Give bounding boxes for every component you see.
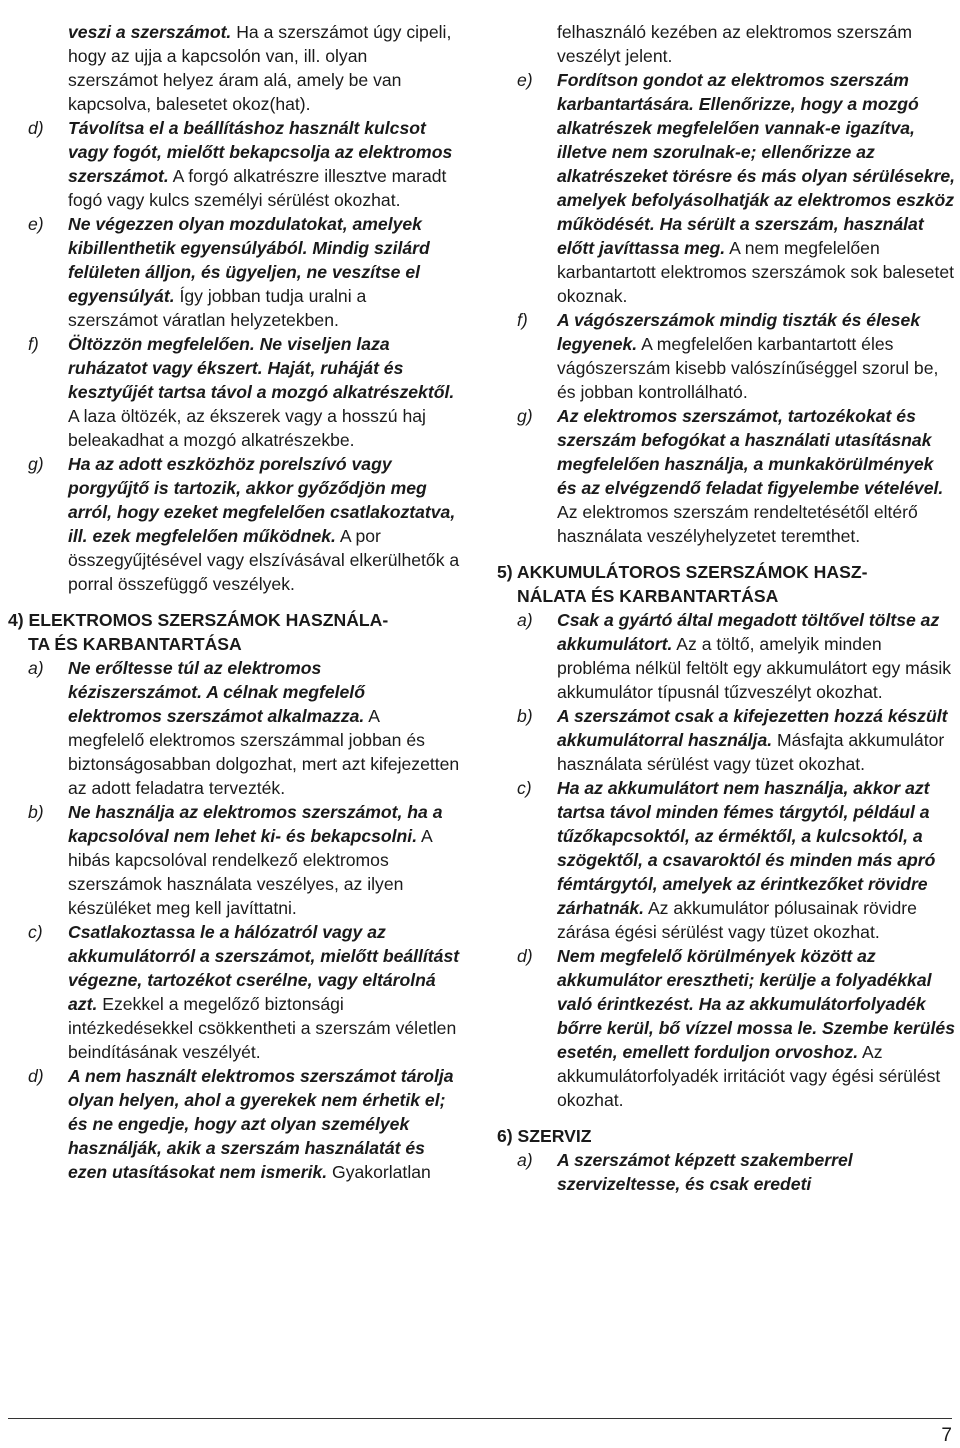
item-label: d) — [517, 946, 533, 966]
item-bold: Az elektromos szerszámot, tartozékokat és szerszám befogókat a használati utasításnak megfelelően használja, a munkakörülmények és az elvégzendő feladat figyelembe vételével. — [557, 406, 944, 498]
section-6-heading — [497, 1124, 957, 1148]
item-text: A hibás kapcsolóval rendelkező elektromos szerszámok használata veszélyes, az ilyen készüléket meg kell javíttatni. — [68, 826, 432, 918]
item-6a — [497, 1148, 957, 1196]
item-bold: A szerszámot képzett szakemberrel szervizeltesse, és csak eredeti — [557, 1150, 853, 1194]
item-label: b) — [28, 802, 44, 822]
item-label: d) — [28, 118, 44, 138]
item-label: c) — [28, 922, 43, 942]
item-4d — [8, 1064, 460, 1184]
item-bold: Öltözzön megfelelően. Ne viseljen laza ruházatot vagy ékszert. Haját, ruháját és kesztyűjét tartsa távol a mozgó alkatrészektől. — [68, 334, 455, 402]
item-label: c) — [517, 778, 532, 798]
item-text: A nem megfelelően karbantartott elektromos szerszámok sok balesetet okoznak. — [557, 238, 955, 306]
item-4e — [497, 68, 957, 308]
item-bold: Ne erőltesse túl az elektromos kéziszerszámot. A célnak megfelelő elektromos szerszámot alkalmazza. — [68, 658, 365, 726]
item-bold: Távolítsa el a beállításhoz használt kulcsot vagy fogót, mielőtt bekapcsolja az elektromos szerszámot. — [68, 118, 453, 186]
left-column — [8, 20, 460, 1184]
continuation-paragraph — [497, 20, 957, 68]
item-text: Így jobban tudja uralni a szerszámot váratlan helyzetekben. — [68, 286, 367, 330]
item-4c — [8, 920, 460, 1064]
item-label: a) — [517, 1150, 533, 1170]
item-5c — [497, 776, 957, 944]
item-label: a) — [517, 610, 533, 630]
item-3f — [8, 332, 460, 452]
item-bold: A nem használt elektromos szerszámot tárolja olyan helyen, ahol a gyerekek nem érhetik el; és ne engedje, hogy azt olyan személyek használják, akik a szerszám használatát és ezen utasításokat nem ismerik. — [68, 1066, 454, 1182]
item-bold: Csak a gyártó által megadott töltővel töltse az akkumulátort. — [557, 610, 940, 654]
section-4-heading — [8, 608, 460, 656]
item-4g — [497, 404, 957, 548]
item-label: a) — [28, 658, 44, 678]
section-5-title-line2: NÁLATA ÉS KARBANTARTÁSA — [517, 586, 779, 606]
item-text: A megfelelő elektromos szerszámmal jobban és biztonságosabban dolgozhat, mert azt kifejezetten az adott feladatra tervezték. — [68, 706, 460, 798]
section-5-heading — [497, 560, 957, 608]
item-text: A por összegyűjtésével vagy elszívásával elkerülhetők a porral összefüggő veszélyek. — [68, 526, 460, 594]
item-text: Az akkumulátor pólusainak rövidre zárása égési sérülést vagy tüzet okozhat. — [557, 898, 917, 942]
item-text: Gyakorlatlan — [327, 1162, 431, 1182]
page-number: 7 — [941, 1425, 952, 1446]
intro-normal: Ha a szerszámot úgy cipeli, hogy az ujja a kapcsolón van, ill. olyan szerszámot helyez áram alá, amely be van kapcsolva, balesetet okoz(hat). — [68, 22, 452, 114]
item-bold: Csatlakoztassa le a hálózatról vagy az akkumulátorról a szerszámot, mielőtt beállítást végezne, tartozékot cserélne, vagy eltárolná azt. — [68, 922, 460, 1014]
item-4b — [8, 800, 460, 920]
item-5d — [497, 944, 957, 1112]
item-4f — [497, 308, 957, 404]
item-bold: A vágószerszámok mindig tiszták és élesek legyenek. — [557, 310, 921, 354]
item-label: b) — [517, 706, 533, 726]
item-3g — [8, 452, 460, 596]
item-5b — [497, 704, 957, 776]
item-label: e) — [517, 70, 533, 90]
section-4-title-line1: 4) ELEKTROMOS SZERSZÁMOK HASZNÁLA- — [8, 610, 389, 630]
item-text: A forgó alkatrészre illesztve maradt fogó vagy kulcs személyi sérülést okozhat. — [68, 166, 447, 210]
item-label: f) — [517, 310, 528, 330]
section-6-title: 6) SZERVIZ — [497, 1126, 592, 1146]
item-bold: Ne használja az elektromos szerszámot, ha a kapcsolóval nem lehet ki- és bekapcsolni. — [68, 802, 443, 846]
item-bold: Ha az akkumulátort nem használja, akkor azt tartsa távol minden fémes tárgytól, például a tűzőkapcsoktól, az érméktől, a kulcsoktól, a szögektől, a csavaroktól és minden más apró fémtárgytól, amelyek az érintkezőket rövidre zárhatnák. — [557, 778, 936, 918]
item-bold: Ha az adott eszközhöz porelszívó vagy porgyűjtő is tartozik, akkor győződjön meg arról, hogy ezeket megfelelően csatlakoztatva, ill. ezek megfelelően működnek. — [68, 454, 456, 546]
item-bold: Fordítson gondot az elektromos szerszám karbantartására. Ellenőrizze, hogy a mozgó alkatrészek megfelelően vannak-e igazítva, illetve nem szorulnak-e; ellenőrizze az alkatrészeket törésre és más olyan sérülésekre, amelyek befolyásolhatják az elektromos eszköz működését. Ha sérült a szerszám, használat előtt javíttassa meg. — [557, 70, 956, 258]
item-bold: A szerszámot csak a kifejezetten hozzá készült akkumulátorral használja. — [557, 706, 948, 750]
right-column — [497, 20, 957, 1196]
footer-divider — [8, 1418, 952, 1419]
section-5-title-line1: 5) AKKUMULÁTOROS SZERSZÁMOK HASZ- — [497, 562, 868, 582]
item-5a — [497, 608, 957, 704]
item-label: f) — [28, 334, 39, 354]
intro-paragraph — [8, 20, 460, 116]
item-3e — [8, 212, 460, 332]
item-3d — [8, 116, 460, 212]
item-text: Az elektromos szerszám rendeltetésétől eltérő használata veszélyhelyzetet teremthet. — [557, 502, 918, 546]
item-text: Az a töltő, amelyik minden probléma nélkül feltölt egy akkumulátort egy másik akkumulátor típusnál tűzveszélyt okozhat. — [557, 634, 952, 702]
intro-bold: veszi a szerszámot. — [68, 22, 232, 42]
item-label: d) — [28, 1066, 44, 1086]
item-text: A laza öltözék, az ékszerek vagy a hosszú haj beleakadhat a mozgó alkatrészekbe. — [68, 406, 426, 450]
item-text: Az akkumulátorfolyadék irritációt vagy égési sérülést okozhat. — [557, 1042, 941, 1110]
continuation-text: felhasználó kezében az elektromos szerszám veszélyt jelent. — [557, 22, 912, 66]
item-text: Ezekkel a megelőző biztonsági intézkedésekkel csökkentheti a szerszám véletlen beindításának veszélyét. — [68, 994, 457, 1062]
item-bold: Ne végezzen olyan mozdulatokat, amelyek kibillenthetik egyensúlyából. Mindig szilárd felületen álljon, és ügyeljen, ne veszítse el egyensúlyát. — [68, 214, 430, 306]
item-bold: Nem megfelelő körülmények között az akkumulátor eresztheti; kerülje a folyadékkal való érintkezést. Ha az akkumulátorfolyadék bőrre kerül, bő vízzel mossa le. Szembe kerülés esetén, emellett forduljon orvoshoz. — [557, 946, 955, 1062]
item-text: Másfajta akkumulátor használata sérülést vagy tüzet okozhat. — [557, 730, 945, 774]
item-label: g) — [28, 454, 44, 474]
item-label: g) — [517, 406, 533, 426]
item-text: A megfelelően karbantartott éles vágószerszám kisebb valószínűséggel szorul be, és jobban kontrollálható. — [557, 334, 939, 402]
section-4-title-line2: TA ÉS KARBANTARTÁSA — [28, 634, 242, 654]
item-label: e) — [28, 214, 44, 234]
item-4a — [8, 656, 460, 800]
